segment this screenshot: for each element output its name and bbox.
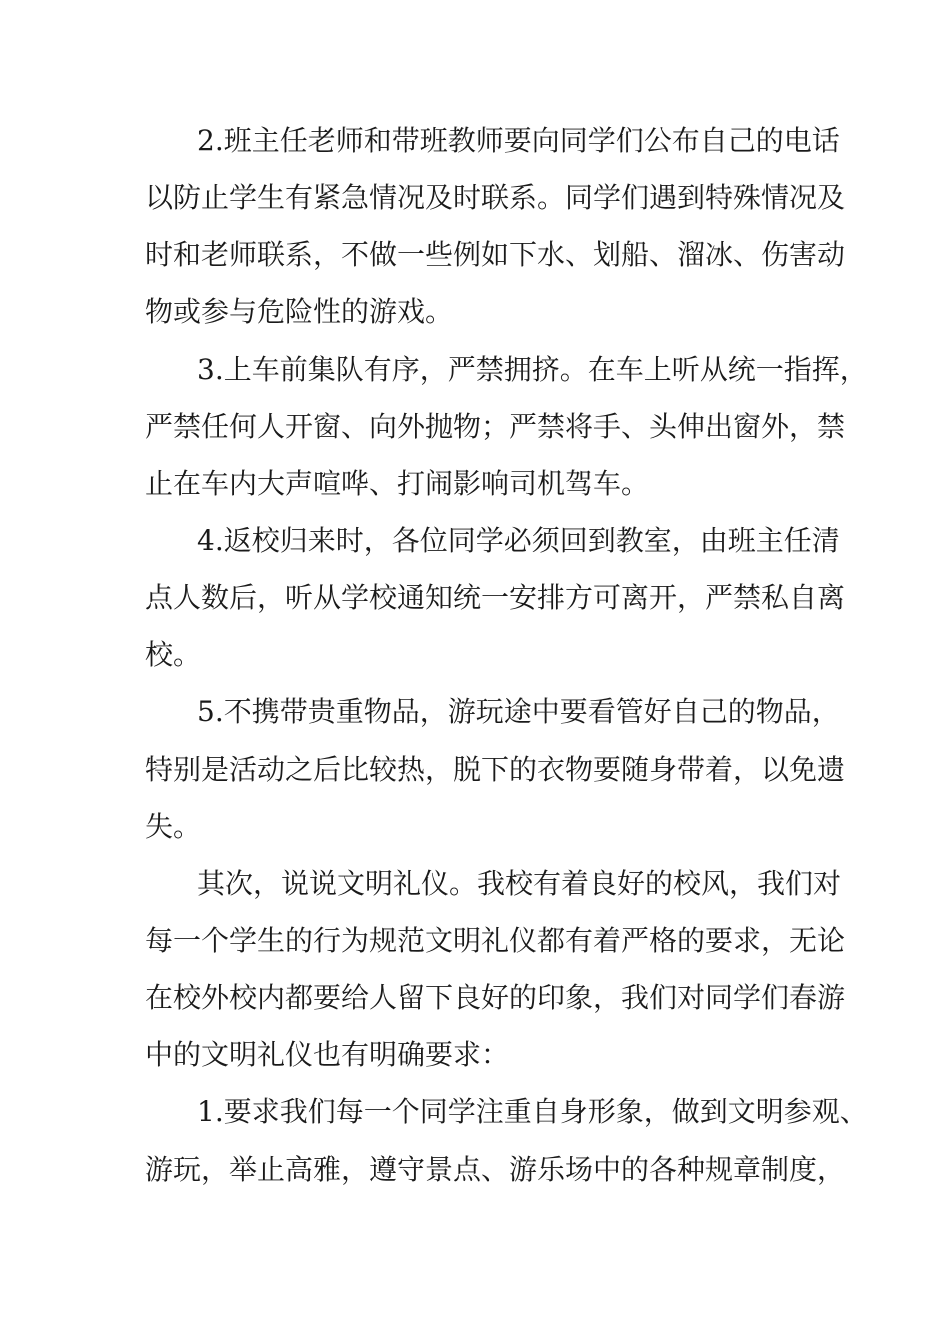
text-line: 特别是活动之后比较热，脱下的衣物要随身带着，以免遗 xyxy=(145,753,846,786)
text-line: 每一个学生的行为规范文明礼仪都有着严格的要求，无论 xyxy=(145,924,846,957)
text-line: 止在车内大声喧哗、打闹影响司机驾车。 xyxy=(145,467,650,500)
text-line: 在校外校内都要给人留下良好的印象，我们对同学们春游 xyxy=(145,981,846,1014)
text-line: 点人数后，听从学校通知统一安排方可离开，严禁私自离 xyxy=(145,581,846,614)
text-line: 其次，说说文明礼仪。我校有着良好的校风，我们对 xyxy=(197,867,842,900)
text-line: 中的文明礼仪也有明确要求： xyxy=(145,1038,510,1071)
text-line: 严禁任何人开窗、向外抛物；严禁将手、头伸出窗外，禁 xyxy=(145,410,846,443)
text-line: 3.上车前集队有序，严禁拥挤。在车上听从统一指挥， xyxy=(197,353,868,386)
text-line: 4.返校归来时，各位同学必须回到教室，由班主任清 xyxy=(197,524,840,557)
text-line: 物或参与危险性的游戏。 xyxy=(145,295,454,328)
text-line: 时和老师联系，不做一些例如下水、划船、溜冰、伤害动 xyxy=(145,238,846,271)
text-line: 5.不携带贵重物品，游玩途中要看管好自己的物品， xyxy=(197,695,840,728)
text-line: 1.要求我们每一个同学注重自身形象，做到文明参观、 xyxy=(197,1095,868,1128)
text-line: 失。 xyxy=(145,810,202,843)
text-line: 2.班主任老师和带班教师要向同学们公布自己的电话 xyxy=(197,124,840,157)
text-line: 校。 xyxy=(145,638,202,671)
text-line: 以防止学生有紧急情况及时联系。同学们遇到特殊情况及 xyxy=(145,181,846,214)
text-line: 游玩，举止高雅，遵守景点、游乐场中的各种规章制度， xyxy=(145,1153,846,1186)
